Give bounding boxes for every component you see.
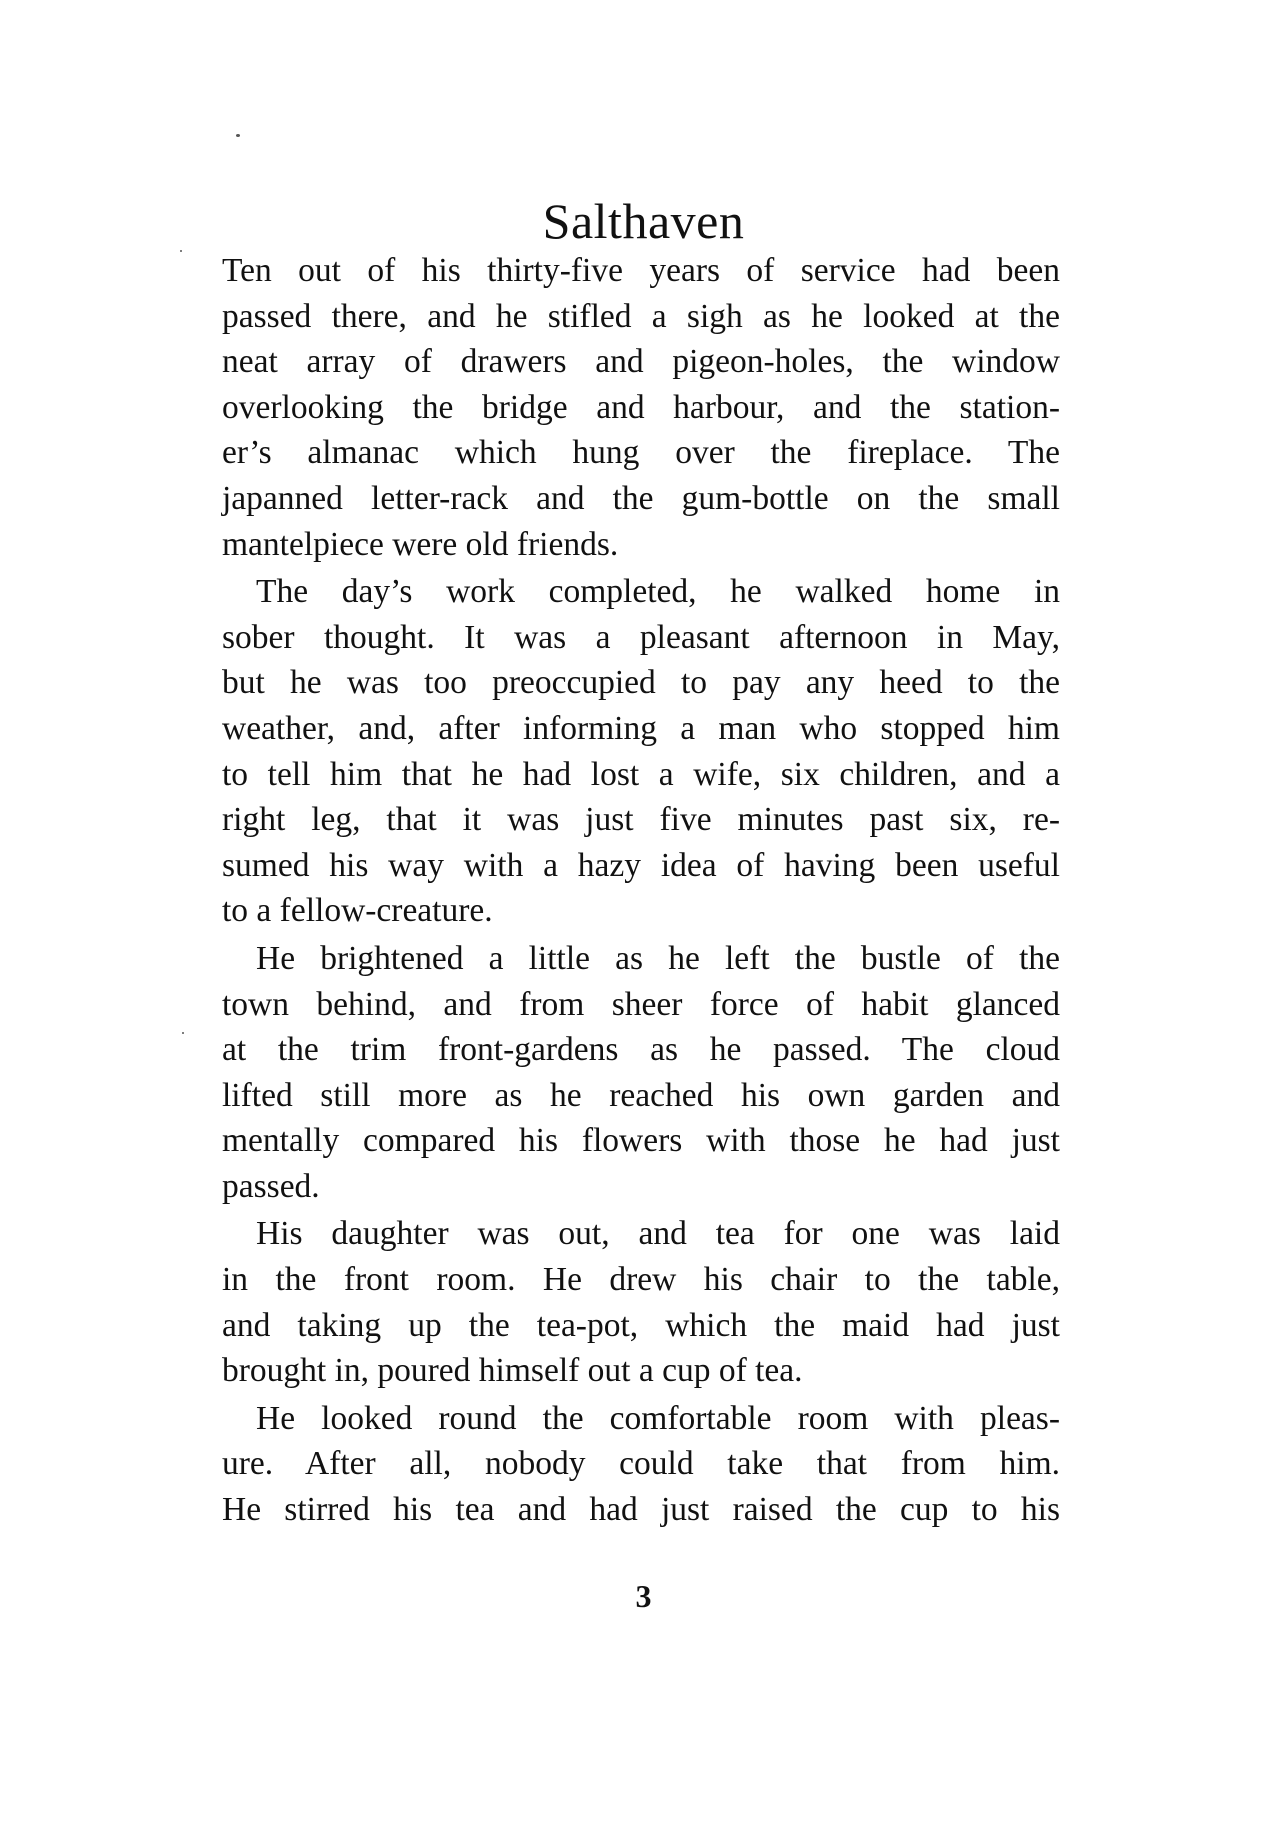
text-line: ure. After all, nobody could take that from him.	[222, 1445, 1060, 1483]
text-line: Ten out of his thirty-five years of service had been	[222, 252, 1060, 289]
paragraph-2	[222, 569, 1060, 934]
ink-speck	[180, 250, 182, 252]
text-line: He stirred his tea and had just raised the cup to his	[222, 1491, 1060, 1529]
text-line: town behind, and from sheer force of habit glanced	[222, 985, 1060, 1023]
text-line: passed.	[222, 1167, 320, 1205]
text-line: He brightened a little as he left the bustle of the	[256, 939, 1060, 977]
text-line: and taking up the tea-pot, which the maid had just	[222, 1306, 1060, 1344]
text-line: overlooking the bridge and harbour, and the station-	[222, 388, 1060, 426]
text-line: weather, and, after informing a man who stopped him	[222, 709, 1060, 747]
ink-speck	[182, 1032, 184, 1034]
text-line: er’s almanac which hung over the fireplace. The	[222, 434, 1060, 472]
text-line: to tell him that he had lost a wife, six children, and a	[222, 755, 1060, 793]
text-line: The day’s work completed, he walked home in	[256, 573, 1060, 611]
text-line: sumed his way with a hazy idea of having been useful	[222, 846, 1060, 884]
text-line: brought in, poured himself out a cup of tea.	[222, 1352, 803, 1390]
paragraph-4	[222, 1211, 1060, 1393]
text-line: to a fellow-creature.	[222, 892, 493, 930]
text-line: mantelpiece were old friends.	[222, 525, 619, 563]
text-line: but he was too preoccupied to pay any heed to the	[222, 664, 1060, 702]
running-head: Salthaven	[542, 193, 745, 249]
text-line: passed there, and he stifled a sigh as he looked at the	[222, 297, 1060, 335]
text-line: mentally compared his flowers with those he had just	[222, 1122, 1060, 1160]
text-line: His daughter was out, and tea for one was laid	[256, 1215, 1060, 1253]
text-line: lifted still more as he reached his own garden and	[222, 1076, 1060, 1114]
text-line: right leg, that it was just five minutes past six, re-	[222, 801, 1060, 839]
ink-speck	[236, 134, 240, 137]
text-line: japanned letter-rack and the gum-bottle on the small	[222, 479, 1060, 517]
text-line: neat array of drawers and pigeon-holes, the window	[222, 343, 1060, 381]
text-line: He looked round the comfortable room with pleas-	[256, 1399, 1060, 1437]
body-text	[222, 248, 1060, 1535]
paragraph-5	[222, 1396, 1060, 1533]
paragraph-3	[222, 936, 1060, 1210]
page-number: 3	[635, 1578, 652, 1614]
paragraph-1	[222, 248, 1060, 567]
text-line: at the trim front-gardens as he passed. The cloud	[222, 1031, 1060, 1069]
text-line: sober thought. It was a pleasant afternoon in May,	[222, 618, 1060, 656]
text-line: in the front room. He drew his chair to the table,	[222, 1261, 1060, 1299]
